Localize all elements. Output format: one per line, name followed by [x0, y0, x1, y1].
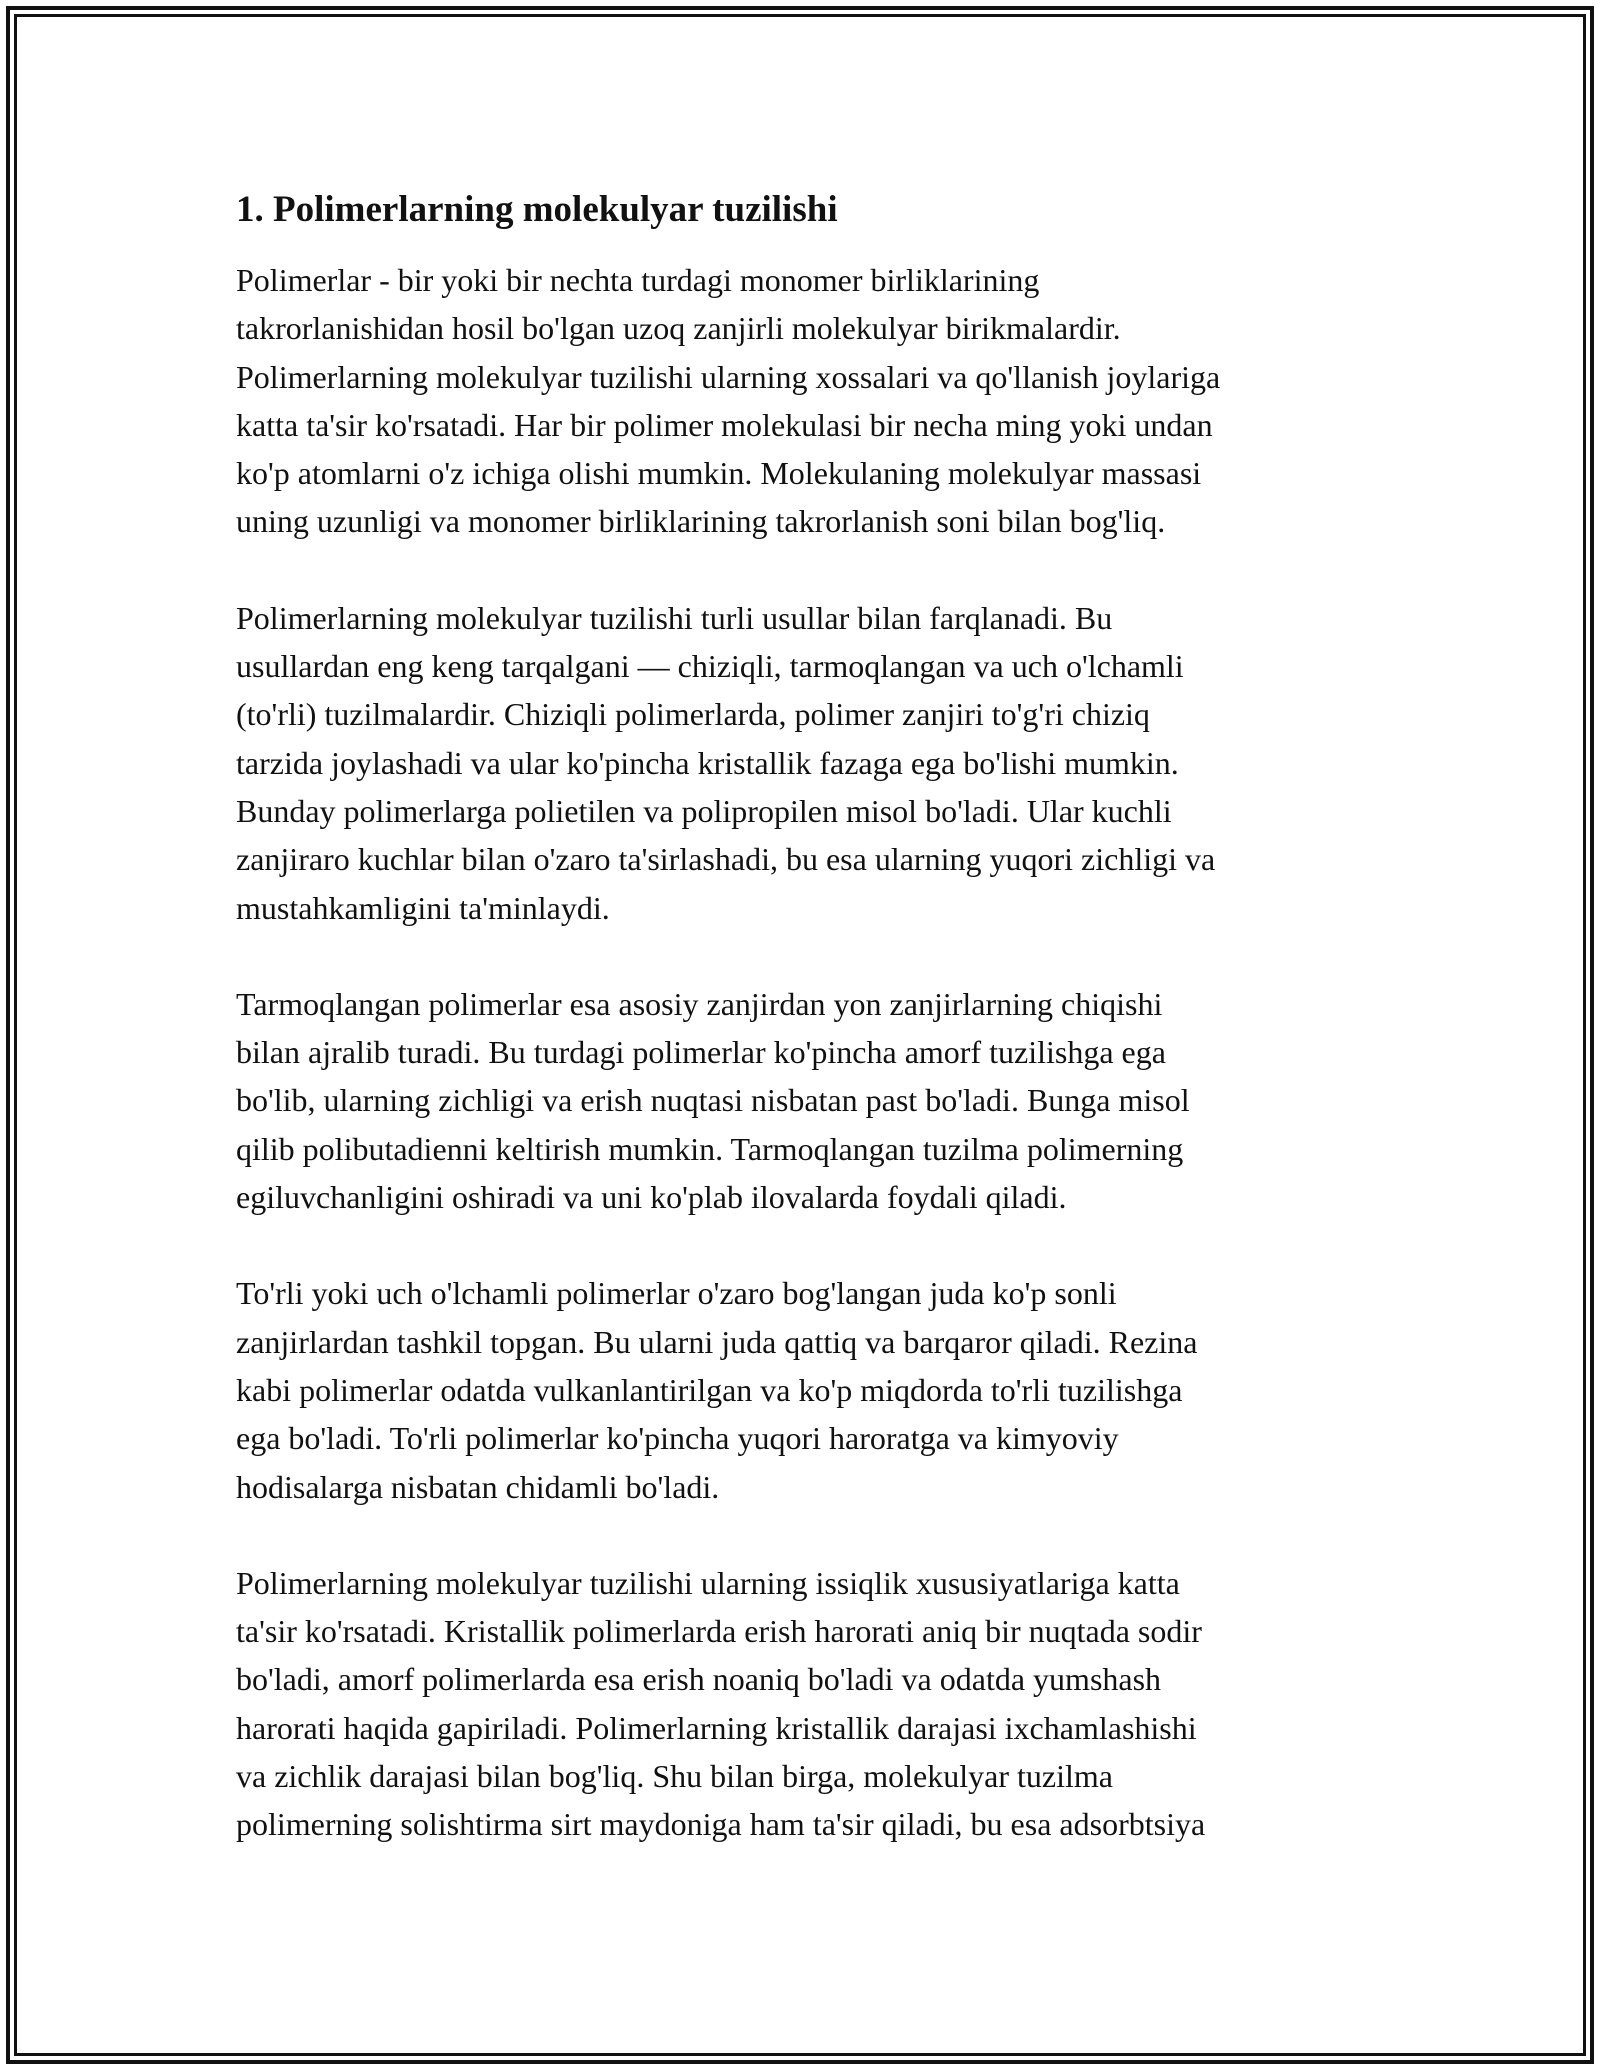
- text-line: Polimerlarning molekulyar tuzilishi ularning issiqlik xususiyatlariga katta: [236, 1564, 1180, 1601]
- text-line: To'rli yoki uch o'lchamli polimerlar o'zaro bog'langan juda ko'p sonli: [236, 1275, 1117, 1312]
- paragraph-4: [236, 1269, 1376, 1510]
- text-line: Tarmoqlangan polimerlar esa asosiy zanjirdan yon zanjirlarning chiqishi: [236, 985, 1163, 1022]
- document-body: [236, 186, 1376, 1897]
- paragraph-3: [236, 980, 1376, 1221]
- text-line: uning uzunligi va monomer birliklarining takrorlanish soni bilan bog'liq.: [236, 503, 1166, 540]
- text-line: Polimerlar - bir yoki bir nechta turdagi monomer birliklarining: [236, 262, 1040, 298]
- text-line: zanjirlardan tashkil topgan. Bu ularni juda qattiq va barqaror qiladi. Rezina: [236, 1323, 1198, 1360]
- text-line: usullardan eng keng tarqalgani — chiziqli, tarmoqlangan va uch o'lchamli: [236, 648, 1184, 685]
- text-line: mustahkamligini ta'minlaydi.: [236, 889, 610, 926]
- section-title: 1. Polimerlarning molekulyar tuzilishi: [236, 189, 838, 230]
- text-line: bo'ladi, amorf polimerlarda esa erish noaniq bo'ladi va odatda yumshash: [236, 1661, 1162, 1698]
- text-line: ta'sir ko'rsatadi. Kristallik polimerlarda erish harorati aniq bir nuqtada sodir: [236, 1613, 1202, 1650]
- text-line: harorati haqida gapiriladi. Polimerlarning kristallik darajasi ixchamlashishi: [236, 1709, 1197, 1746]
- text-line: ega bo'ladi. To'rli polimerlar ko'pincha yuqori haroratga va kimyoviy: [236, 1420, 1119, 1457]
- text-line: (to'rli) tuzilmalardir. Chiziqli polimerlarda, polimer zanjiri to'g'ri chiziq: [236, 696, 1150, 733]
- text-line: katta ta'sir ko'rsatadi. Har bir polimer molekulasi bir necha ming yoki undan: [236, 406, 1213, 443]
- text-line: Polimerlarning molekulyar tuzilishi ularning xossalari va qo'llanish joylariga: [236, 358, 1221, 395]
- paragraph-5: [236, 1559, 1376, 1849]
- text-line: ko'p atomlarni o'z ichiga olishi mumkin. Molekulaning molekulyar massasi: [236, 455, 1202, 492]
- text-line: hodisalarga nisbatan chidamli bo'ladi.: [236, 1468, 720, 1505]
- text-line: bilan ajralib turadi. Bu turdagi polimerlar ko'pincha amorf tuzilishga ega: [236, 1034, 1166, 1071]
- text-line: Bunday polimerlarga polietilen va polipropilen misol bo'ladi. Ular kuchli: [236, 792, 1172, 829]
- text-line: Polimerlarning molekulyar tuzilishi turli usullar bilan farqlanadi. Bu: [236, 599, 1113, 636]
- text-line: qilib polibutadienni keltirish mumkin. Tarmoqlangan tuzilma polimerning: [236, 1130, 1184, 1167]
- text-line: kabi polimerlar odatda vulkanlantirilgan va ko'p miqdorda to'rli tuzilishga: [236, 1371, 1183, 1408]
- text-line: takrorlanishidan hosil bo'lgan uzoq zanjirli molekulyar birikmalardir.: [236, 310, 1121, 347]
- text-line: tarzida joylashadi va ular ko'pincha kristallik fazaga ega bo'lishi mumkin.: [236, 744, 1179, 781]
- text-line: va zichlik darajasi bilan bog'liq. Shu bilan birga, molekulyar tuzilma: [236, 1758, 1113, 1795]
- text-line: zanjiraro kuchlar bilan o'zaro ta'sirlashadi, bu esa ularning yuqori zichligi va: [236, 841, 1216, 878]
- text-line: bo'lib, ularning zichligi va erish nuqtasi nisbatan past bo'ladi. Bunga misol: [236, 1082, 1190, 1119]
- text-line: polimerning solishtirma sirt maydoniga ham ta'sir qiladi, bu esa adsorbtsiya: [236, 1806, 1206, 1843]
- paragraph-2: [236, 594, 1376, 932]
- text-line: egiluvchanligini oshiradi va uni ko'plab ilovalarda foydali qiladi.: [236, 1179, 1067, 1216]
- paragraph-1: [236, 256, 1376, 546]
